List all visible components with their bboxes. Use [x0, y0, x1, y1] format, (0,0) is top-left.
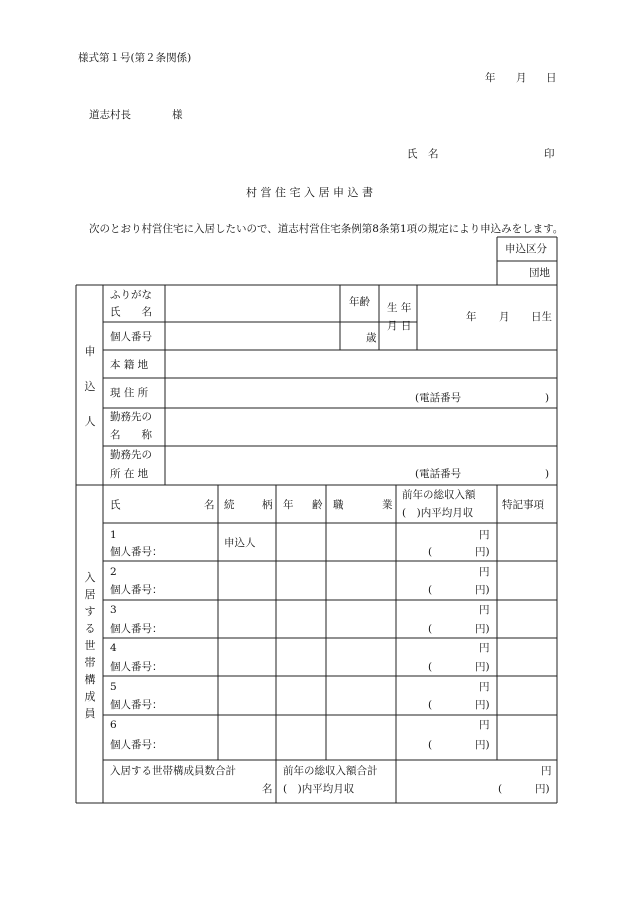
form-number: 様式第１号(第２条関係): [78, 52, 192, 64]
intro-text: 次のとおり村営住宅に入居したいので、道志村営住宅条例第8条第1項の規定により申込みをします。: [89, 223, 564, 235]
col-relation-label-b: 柄: [262, 499, 273, 511]
category-value: 団地: [529, 267, 550, 279]
col-job-label-b: 業: [382, 499, 393, 511]
member-id-label: 個人番号：: [110, 699, 163, 711]
date-day-label: 日: [546, 72, 557, 84]
member-id-label: 個人番号：: [110, 546, 163, 558]
workplace-address-label-b: 所 在 地: [110, 468, 149, 480]
workplace-address-field[interactable]: [167, 448, 407, 483]
member-income-paren-open: (: [428, 623, 433, 635]
member-number: 6: [110, 719, 117, 731]
member-income-yen: 円: [479, 566, 490, 578]
applicant-name-label: 氏 名: [110, 306, 152, 318]
total-income-yen: 円: [541, 765, 552, 777]
date-year-label: 年: [485, 72, 496, 84]
birth-label-b: 月 日: [387, 320, 412, 332]
member-income-paren-close: 円): [475, 584, 490, 596]
member-income-paren-close: 円): [475, 546, 490, 558]
address-label: 現 住 所: [110, 387, 149, 399]
category-label: 申込区分: [505, 243, 547, 255]
member-id-label: 個人番号：: [110, 623, 163, 635]
member-income-paren-open: (: [428, 699, 433, 711]
birth-year-label: 年: [466, 311, 477, 323]
age-label: 年齢: [349, 296, 370, 308]
age-unit: 歳: [366, 332, 377, 344]
member-income-paren-open: (: [428, 546, 433, 558]
member-income-yen: 円: [479, 681, 490, 693]
seal-mark: 印: [544, 148, 555, 160]
member-income-yen: 円: [479, 719, 490, 731]
member-number: 4: [110, 642, 117, 654]
date-month-label: 月: [516, 72, 527, 84]
applicant-section-label: 申 込 人: [84, 345, 96, 428]
workplace-phone-close: ): [545, 468, 550, 480]
birth-label-a: 生 年: [387, 302, 412, 314]
birth-month-label: 月: [499, 311, 510, 323]
total-members-label: 入居する世帯構成員数合計: [110, 765, 236, 777]
addressee-honorific: 様: [172, 109, 183, 121]
col-income-label-b: ( )内平均月収: [402, 507, 474, 519]
addressee: 道志村長: [89, 109, 131, 121]
col-job-label-a: 職: [333, 499, 344, 511]
total-income-label-b: ( )内平均月収: [283, 783, 355, 795]
address-phone-close: ): [545, 392, 550, 404]
member-id-label: 個人番号：: [110, 739, 163, 751]
document-title: 村 営 住 宅 入 居 申 込 書: [246, 186, 373, 199]
col-age-label-b: 齢: [312, 499, 323, 511]
col-income-label-a: 前年の総収入額: [402, 489, 476, 501]
col-notes-label: 特記事項: [502, 499, 544, 511]
col-relation-label-a: 続: [224, 499, 235, 511]
member-income-yen: 円: [479, 604, 490, 616]
member-income-paren-close: 円): [475, 661, 490, 673]
member-number: 2: [110, 566, 117, 578]
birth-day-label: 日生: [531, 311, 552, 323]
col-name-label-b: 名: [204, 499, 215, 511]
household-section-label: 入 居 す る 世 帯 構 成 員: [84, 571, 96, 720]
workplace-name-field[interactable]: [167, 410, 555, 444]
member-relation: 申込人: [224, 537, 256, 549]
total-income-paren-close: 円): [535, 783, 550, 795]
member-number: 5: [110, 681, 117, 693]
domicile-label: 本 籍 地: [110, 359, 149, 371]
col-name-label-a: 氏: [110, 499, 121, 511]
furigana-label: ふりがな: [110, 289, 152, 301]
total-income-paren-open: (: [498, 783, 503, 795]
member-number: 3: [110, 604, 117, 616]
member-income-paren-close: 円): [475, 699, 490, 711]
member-income-paren-open: (: [428, 661, 433, 673]
signer-name-label: 氏 名: [407, 148, 439, 160]
member-id-label: 個人番号：: [110, 661, 163, 673]
domicile-field[interactable]: [167, 352, 555, 376]
member-income-paren-open: (: [428, 584, 433, 596]
member-income-yen: 円: [479, 642, 490, 654]
member-income-yen: 円: [479, 529, 490, 541]
member-income-paren-close: 円): [475, 739, 490, 751]
workplace-name-label-a: 勤務先の: [110, 411, 152, 423]
workplace-address-label-a: 勤務先の: [110, 449, 152, 461]
member-number: 1: [110, 529, 117, 541]
applicant-id-label: 個人番号: [110, 331, 152, 343]
total-income-label-a: 前年の総収入額合計: [283, 765, 378, 777]
address-field[interactable]: [167, 380, 407, 406]
applicant-name-field[interactable]: [167, 287, 338, 320]
total-members-unit: 名: [262, 783, 273, 795]
workplace-name-label-b: 名 称: [110, 429, 152, 441]
col-age-label-a: 年: [283, 499, 294, 511]
applicant-id-field[interactable]: [167, 324, 338, 348]
member-id-label: 個人番号：: [110, 584, 163, 596]
member-income-paren-open: (: [428, 739, 433, 751]
member-income-paren-close: 円): [475, 623, 490, 635]
workplace-phone-label: (電話番号: [415, 468, 462, 480]
address-phone-label: (電話番号: [415, 392, 462, 404]
